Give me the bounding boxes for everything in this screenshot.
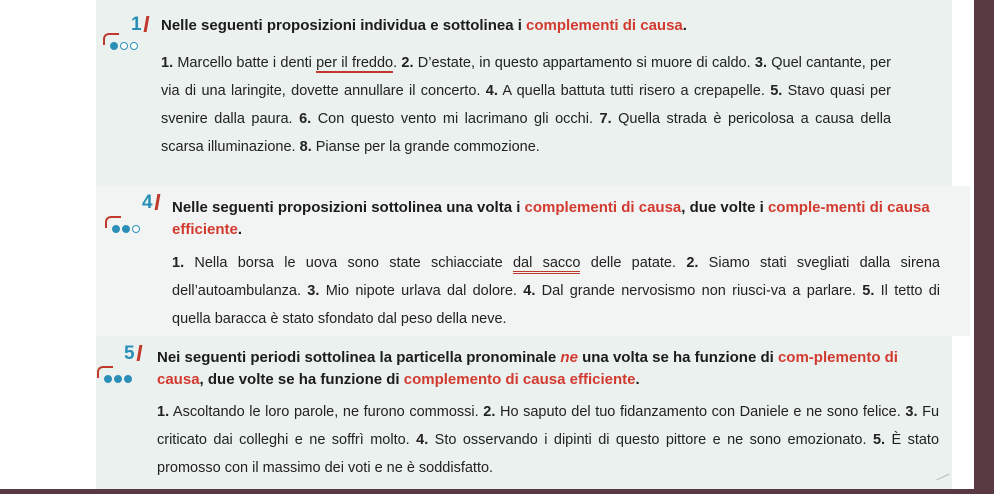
sentence-text: A quella battuta tutti risero a crepapelle.: [497, 83, 765, 99]
exercise-instruction: [172, 197, 942, 241]
sentence-text: Marcello batte i denti: [173, 55, 317, 71]
sentence-number: 7.: [599, 111, 612, 127]
sentence-number: 1.: [172, 255, 185, 271]
sentence-number: 4.: [416, 432, 429, 448]
exercise-instruction: [161, 15, 941, 37]
exercise-number: 4: [142, 192, 153, 213]
instruction-particle: ne: [560, 349, 578, 366]
difficulty-dot-empty: [130, 42, 138, 50]
instruction-highlight: com-plemento di causa: [157, 349, 898, 388]
sentence-number: 5.: [770, 83, 783, 99]
instruction-highlight: complemento di causa efficiente: [403, 371, 636, 388]
sentence-text: Siamo stati svegliati dalla sirena dell’autoambulanza.: [172, 255, 940, 299]
sentence-text: Quella strada è pericolosa a causa della scarsa illuminazione.: [161, 111, 892, 155]
difficulty-indicator: [101, 373, 135, 385]
sentence-text: delle patate.: [580, 255, 677, 271]
instruction-highlight: complementi di causa: [524, 199, 682, 216]
sentence-number: 5.: [862, 283, 875, 299]
sentence-number: 3.: [754, 55, 767, 71]
sentence-text: Il tetto di quella baracca è stato sfondato dal peso della neve.: [172, 283, 941, 327]
difficulty-dot-filled: [104, 375, 112, 383]
sentence-text: Quel cantante, per via di una laringite, dovette annullare il concerto.: [161, 55, 892, 99]
instruction-text: Nelle seguenti proposizioni individua e sottolinea i: [161, 17, 527, 34]
bottom-edge: [0, 489, 994, 494]
sentence-text: .: [393, 55, 398, 71]
difficulty-dot-empty: [120, 42, 128, 50]
instruction-text: .: [635, 371, 640, 388]
sentence-number: 1.: [161, 55, 174, 71]
exercise-number: 1: [131, 14, 142, 35]
difficulty-dot-empty: [132, 225, 140, 233]
instruction-text: Nelle seguenti proposizioni sottolinea una volta i: [172, 199, 525, 216]
sentence-number: 4.: [523, 283, 536, 299]
exercise-sentences: [161, 49, 891, 161]
instruction-text: , due volte se ha funzione di: [199, 371, 404, 388]
sentence-number: 6.: [299, 111, 312, 127]
sentence-text: D’estate, in questo appartamento si muore di caldo.: [413, 55, 751, 71]
underlined-complement: per il freddo: [316, 55, 394, 71]
sentence-number: 3.: [307, 283, 320, 299]
difficulty-indicator: [109, 223, 143, 235]
instruction-highlight: comple-menti di causa efficiente: [172, 199, 930, 238]
difficulty-dot-filled: [110, 42, 118, 50]
difficulty-indicator: [107, 40, 141, 52]
exercise-sentences: [172, 249, 940, 333]
sentence-number: 8.: [299, 139, 312, 155]
difficulty-dot-filled: [114, 375, 122, 383]
instruction-text: .: [682, 17, 687, 34]
sentence-text: Fu criticato dai colleghi e ne soffrì molto.: [157, 404, 940, 448]
difficulty-dot-filled: [124, 375, 132, 383]
difficulty-dot-filled: [122, 225, 130, 233]
sentence-text: Ascoltando le loro parole, ne furono commossi.: [169, 404, 479, 420]
instruction-highlight: complementi di causa: [526, 17, 683, 34]
sentence-text: Ho saputo del tuo fidanzamento con Daniele e ne sono felice.: [495, 404, 901, 420]
instruction-text: , due volte i: [681, 199, 768, 216]
left-margin: [0, 0, 96, 494]
sentence-number: 2.: [686, 255, 699, 271]
sentence-number: 4.: [485, 83, 498, 99]
sentence-text: Sto osservando i dipinti di questo pittore e ne sono emozionato.: [428, 432, 867, 448]
double-underlined-complement: dal sacco: [513, 255, 581, 274]
instruction-text: una volta se ha funzione di: [577, 349, 778, 366]
sentence-number: 1.: [157, 404, 170, 420]
sentence-number: 3.: [905, 404, 918, 420]
instruction-text: Nei seguenti periodi sottolinea la particella pronominale: [157, 349, 561, 366]
sentence-text: Mio nipote urlava dal dolore.: [319, 283, 517, 299]
sentence-text: Dal grande nervosismo non riusci-va a parlare.: [535, 283, 856, 299]
sentence-number: 2.: [401, 55, 414, 71]
sentence-number: 2.: [483, 404, 496, 420]
exercise-instruction: [157, 347, 942, 391]
sentence-text: Con questo vento mi lacrimano gli occhi.: [311, 111, 593, 127]
difficulty-dot-filled: [112, 225, 120, 233]
sentence-text: Pianse per la grande commozione.: [311, 139, 540, 155]
sentence-text: È stato promosso con il massimo dei voti e ne è soddisfatto.: [157, 432, 940, 476]
exercise-sentences: [157, 398, 939, 482]
sentence-number: 5.: [872, 432, 886, 448]
sentence-text: Stavo quasi per svenire dalla paura.: [161, 83, 891, 127]
instruction-text: .: [237, 221, 243, 238]
exercise-number: 5: [124, 343, 135, 364]
sentence-text: Nella borsa le uova sono state schiacciate: [184, 255, 513, 271]
